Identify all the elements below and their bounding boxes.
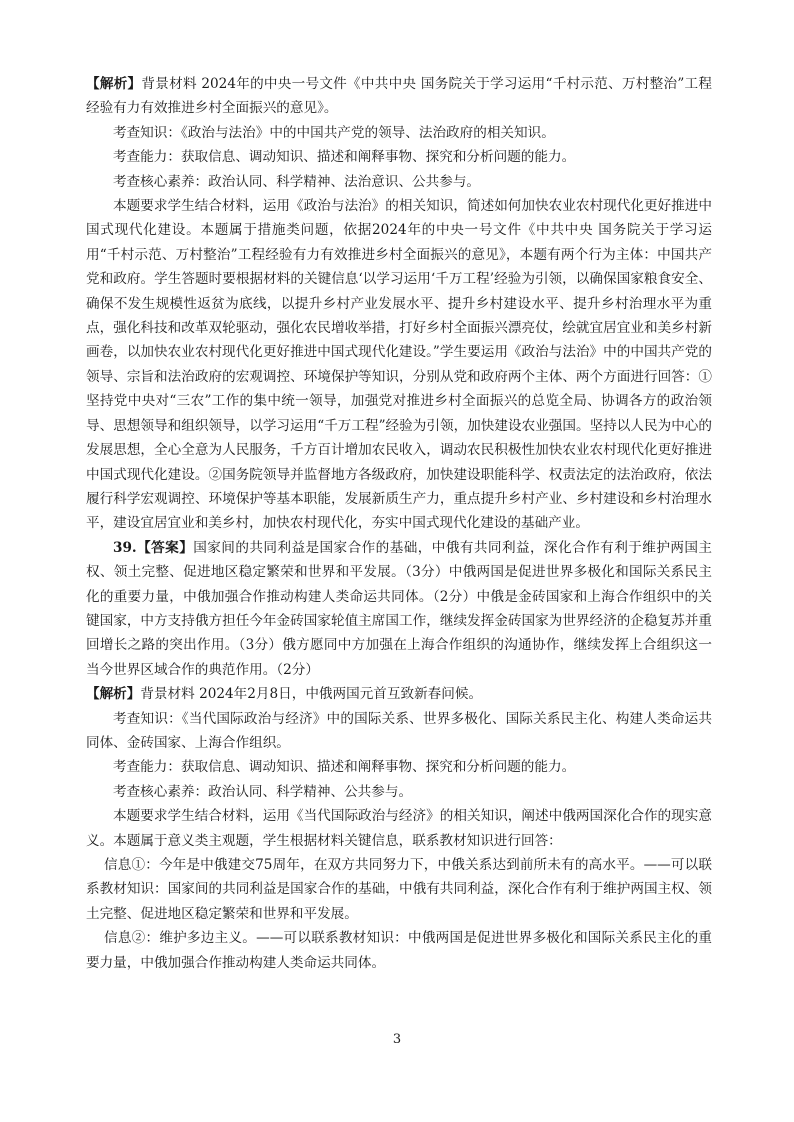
analysis-label: 【解析】 (86, 76, 142, 92)
answer-label: 【答案】 (136, 539, 194, 556)
literacy-line: 考查核心素养：政治认同、科学精神、法治意识、公共参与。 (113, 173, 481, 190)
page-number: 3 (392, 1032, 402, 1047)
analysis-paragraph-2 (86, 682, 712, 706)
ability-line: 考查能力：获取信息、调动知识、描述和阐释事物、探究和分析问题的能力。 (113, 759, 576, 776)
analysis-body: 本题要求学生结合材料，运用《政治与法治》的相关知识，简述如何加快农业农村现代化更好推进中国式现代化建设。本题属于措施类问题，依据2024年的中央一号文件《中共中央 国务院关于学习运用“千村示范、万村整治”工程经验有力有效推进乡村全面振兴的意见》，本题有两个行为主体：中国共产党和政府。学生答题时要根据材料的关键信息‘以学习运用‘千万工程’经验为引领，以确保国家粮食安全、确保不发生规模性返贫为底线，以提升乡村产业发展水平、提升乡村建设水平、提升乡村治理水平为重点，强化科技和改革双轮驱动，强化农民增收举措，打好乡村全面振兴漂亮仗，绘就宜居宜业和美乡村新画卷，以加快农业农村现代化更好推进中国式现代化建设。”学生要运用《政治与法治》中的中国共产党的领导、宗旨和法治政府的宏观调控、环境保护等知识，分别从党和政府两个主体、两个方面进行回答：①坚持党中央对“三农”工作的集中统一领导，加强党对推进乡村全面振兴的总览全局、协调各方的政治领导、思想领导和组织领导，以学习运用“千万工程”经验为引领，加快建设农业强国。坚持以人民为中心的发展思想，全心全意为人民服务，千方百计增加农民收入，调动农民积极性加快农业农村现代化更好推进中国式现代化建设。②国务院领导并监督地方各级政府，加快建设职能科学、权责法定的法治政府，依法履行科学宏观调控、环境保护等基本职能，发展新质生产力，重点提升乡村产业、乡村建设和乡村治理水平，建设宜居宜业和美乡村，加快农村现代化，夯实中国式现代化建设的基础产业。 (86, 198, 712, 532)
ability-line: 考查能力：获取信息、调动知识、描述和阐释事物、探究和分析问题的能力。 (113, 149, 576, 166)
question-number: 39. (113, 539, 137, 556)
analysis-label: 【解析】 (86, 686, 141, 703)
info-1: 信息①：今年是中俄建交75周年，在双方共同努力下，中俄关系达到前所未有的高水平。——可以联系教材知识：国家间的共同利益是国家合作的基础，中俄有共同利益，深化合作有利于维护两国主权、领土完整、促进地区稳定繁荣和世界和平发展。 (86, 857, 712, 922)
answer-text: 国家间的共同利益是国家合作的基础，中俄有共同利益，深化合作有利于维护两国主权、领土完整、促进地区稳定繁荣和世界和平发展。（3分）中俄两国是促进世界多极化和国际关系民主化的重要力量，中俄加强合作推动构建人类命运共同体。（2分）中俄是金砖国家和上海合作组织中的关键国家，中方支持俄方担任今年金砖国家轮值主席国工作，继续发挥金砖国家为世界经济的企稳复苏并重回增长之路的突出作用。（3分）俄方愿同中方加强在上海合作组织的沟通协作，继续发挥上合组织这一当今世界区域合作的典范作用。（2分） (86, 539, 713, 678)
literacy-line: 考查核心素养：政治认同、科学精神、公共参与。 (113, 783, 413, 800)
analysis-background: 背景材料 2024年2月8日，中俄两国元首互致新春问候。 (140, 686, 483, 703)
page-content (86, 72, 712, 975)
analysis-background: 背景材料 2024年的中央一号文件《中共中央 国务院关于学习运用“千村示范、万村整治”工程经验有力有效推进乡村全面振兴的意见》。 (86, 76, 713, 117)
knowledge-line: 考查知识：《当代国际政治与经济》中的国际关系、世界多极化、国际关系民主化、构建人类命运共同体、金砖国家、上海合作组织。 (86, 710, 712, 751)
info-2: 信息②：维护多边主义。——可以联系教材知识：中俄两国是促进世界多极化和国际关系民主化的重要力量，中俄加强合作推动构建人类命运共同体。 (86, 930, 712, 971)
analysis-body: 本题要求学生结合材料，运用《当代国际政治与经济》的相关知识，阐述中俄两国深化合作的现实意义。本题属于意义类主观题，学生根据材料关键信息，联系教材知识进行回答： (86, 808, 712, 849)
knowledge-line: 考查知识：《政治与法治》中的中国共产党的领导、法治政府的相关知识。 (113, 124, 555, 141)
analysis-paragraph-1 (86, 72, 712, 121)
question-39-answer (86, 536, 712, 682)
